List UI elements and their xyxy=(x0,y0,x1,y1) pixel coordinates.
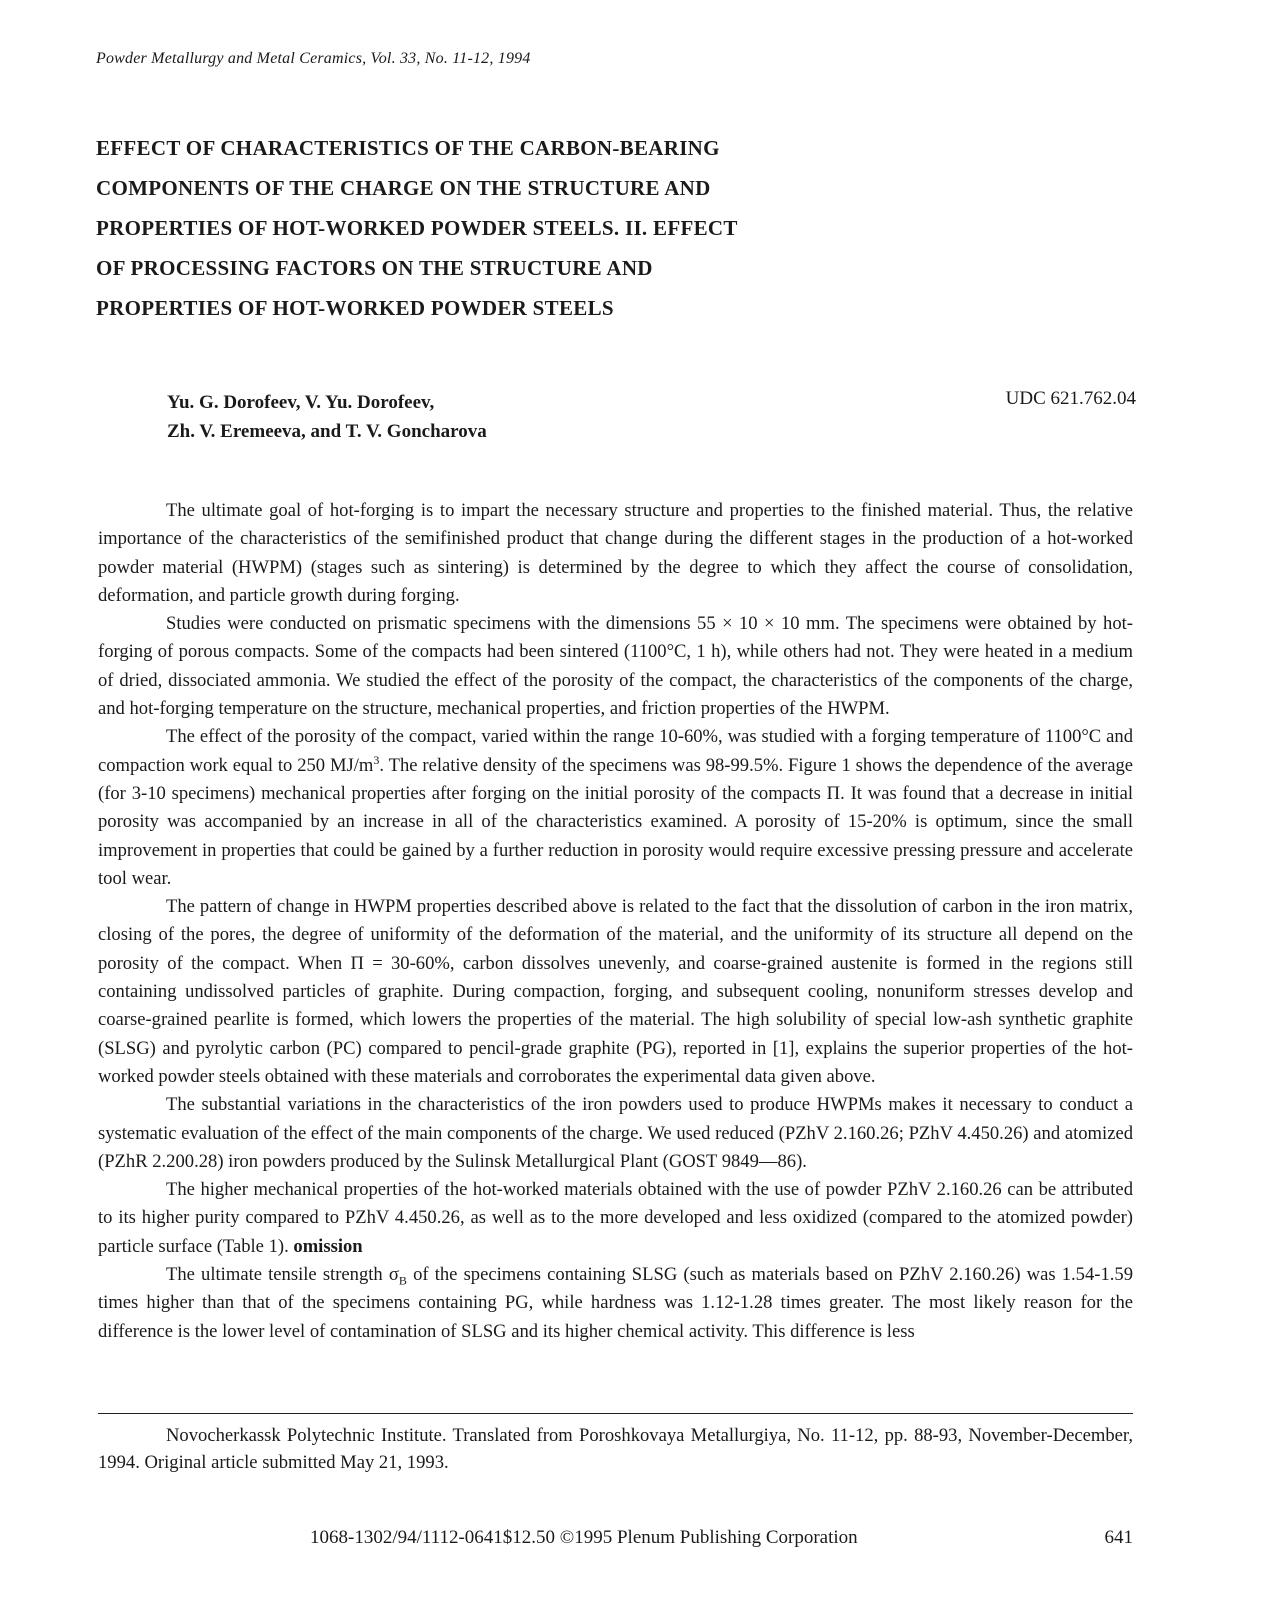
udc-code: UDC 621.762.04 xyxy=(1005,388,1136,409)
footnote-text: Novocherkassk Polytechnic Institute. Translated from Poroshkovaya Metallurgiya, No. 11-12, pp. 88-93, November-December, 1994. Original article submitted May 21, 1993. xyxy=(98,1425,1133,1473)
title-line: OF PROCESSING FACTORS ON THE STRUCTURE AND xyxy=(96,256,653,280)
paragraph-text: The higher mechanical properties of the hot-worked materials obtained with the use of powder PZhV 2.160.26 can be attributed to its higher purity compared to PZhV 4.450.26, as well as to the more developed and less oxidized (compared to the atomized powder) particle surface (Table 1). xyxy=(98,1179,1133,1257)
body-paragraph: Studies were conducted on prismatic specimens with the dimensions 55 × 10 × 10 mm. The specimens were obtained by hot-forging of porous compacts. Some of the compacts had been sintered (1100°C, 1 h), while others had not. They were heated in a medium of dried, dissociated ammonia. We studied the effect of the porosity of the compact, the characteristics of the components of the charge, and hot-forging temperature on the structure, mechanical properties, and friction properties of the HWPM. xyxy=(98,613,1133,720)
journal-citation: Powder Metallurgy and Metal Ceramics, Vol. 33, No. 11-12, 1994 xyxy=(96,50,531,67)
title-line: PROPERTIES OF HOT-WORKED POWDER STEELS xyxy=(96,296,614,320)
body-paragraph xyxy=(98,1176,1133,1261)
body-paragraph: The pattern of change in HWPM properties described above is related to the fact that the dissolution of carbon in the iron matrix, closing of the pores, the degree of uniformity of the deformation of the material, and the uniformity of its structure all depend on the porosity of the compact. When Π = 30-60%, carbon dissolves unevenly, and coarse-grained austenite is formed in the regions still containing undissolved particles of graphite. During compaction, forging, and subsequent cooling, nonuniform stresses develop and coarse-grained pearlite is formed, which lowers the properties of the material. The high solubility of special low-ash synthetic graphite (SLSG) and pyrolytic carbon (PC) compared to pencil-grade graphite (PG), reported in [1], explains the superior properties of the hot-worked powder steels obtained with these materials and corroborates the experimental data given above. xyxy=(98,896,1133,1087)
title-line: EFFECT OF CHARACTERISTICS OF THE CARBON-BEARING xyxy=(96,136,720,160)
author-line: Yu. G. Dorofeev, V. Yu. Dorofeev, xyxy=(167,392,435,413)
author-line: Zh. V. Eremeeva, and T. V. Goncharova xyxy=(167,421,487,442)
title-line: PROPERTIES OF HOT-WORKED POWDER STEELS. II. EFFECT xyxy=(96,216,738,240)
issn-copyright: 1068-1302/94/1112-0641$12.50 ©1995 Plenum Publishing Corporation xyxy=(310,1527,858,1548)
article-body xyxy=(98,497,1133,1346)
paragraph-text: of the specimens containing SLSG (such as materials based on PZhV 2.160.26) was 1.54-1.59 times higher than that of the specimens containing PG, while hardness was 1.12-1.28 times greater. The most likely reason for the difference is the lower level of contamination of SLSG and its higher chemical activity. This difference is less xyxy=(98,1264,1133,1342)
paragraph-text: . The relative density of the specimens was 98-99.5%. Figure 1 shows the dependence of the average (for 3-10 specimens) mechanical properties after forging on the initial porosity of the compacts Π. It was found that a decrease in initial porosity was accompanied by an increase in all of the characteristics examined. A porosity of 15-20% is optimum, since the small improvement in properties that could be gained by a further reduction in porosity would require excessive pressing pressure and accelerate tool wear. xyxy=(98,754,1134,889)
body-paragraph: The ultimate goal of hot-forging is to impart the necessary structure and properties to the finished material. Thus, the relative importance of the characteristics of the semifinished product that change during the different stages in the production of a hot-worked powder material (HWPM) (stages such as sintering) is determined by the degree to which they affect the course of consolidation, deformation, and particle growth during forging. xyxy=(98,500,1133,606)
omission-marker: omission xyxy=(293,1235,363,1257)
subscript: B xyxy=(398,1273,407,1288)
superscript: 3 xyxy=(373,752,380,767)
title-line: COMPONENTS OF THE CHARGE ON THE STRUCTURE AND xyxy=(96,176,711,200)
page-number: 641 xyxy=(1104,1527,1133,1548)
footnote xyxy=(98,1422,1133,1476)
body-paragraph xyxy=(98,723,1133,893)
article-title xyxy=(96,128,856,328)
footnote-divider xyxy=(98,1413,1133,1414)
body-paragraph xyxy=(98,1261,1133,1346)
paragraph-text: The ultimate tensile strength σ xyxy=(166,1264,399,1286)
author-list xyxy=(167,388,487,446)
paragraph-text: The effect of the porosity of the compact, varied within the range 10-60%, was studied with a forging temperature of 1100°C and compaction work equal to 250 MJ/m xyxy=(98,726,1133,776)
body-paragraph: The substantial variations in the characteristics of the iron powders used to produce HWPMs makes it necessary to conduct a systematic evaluation of the effect of the main components of the charge. We used reduced (PZhV 2.160.26; PZhV 4.450.26) and atomized (PZhR 2.200.28) iron powders produced by the Sulinsk Metallurgical Plant (GOST 9849—86). xyxy=(98,1094,1133,1172)
